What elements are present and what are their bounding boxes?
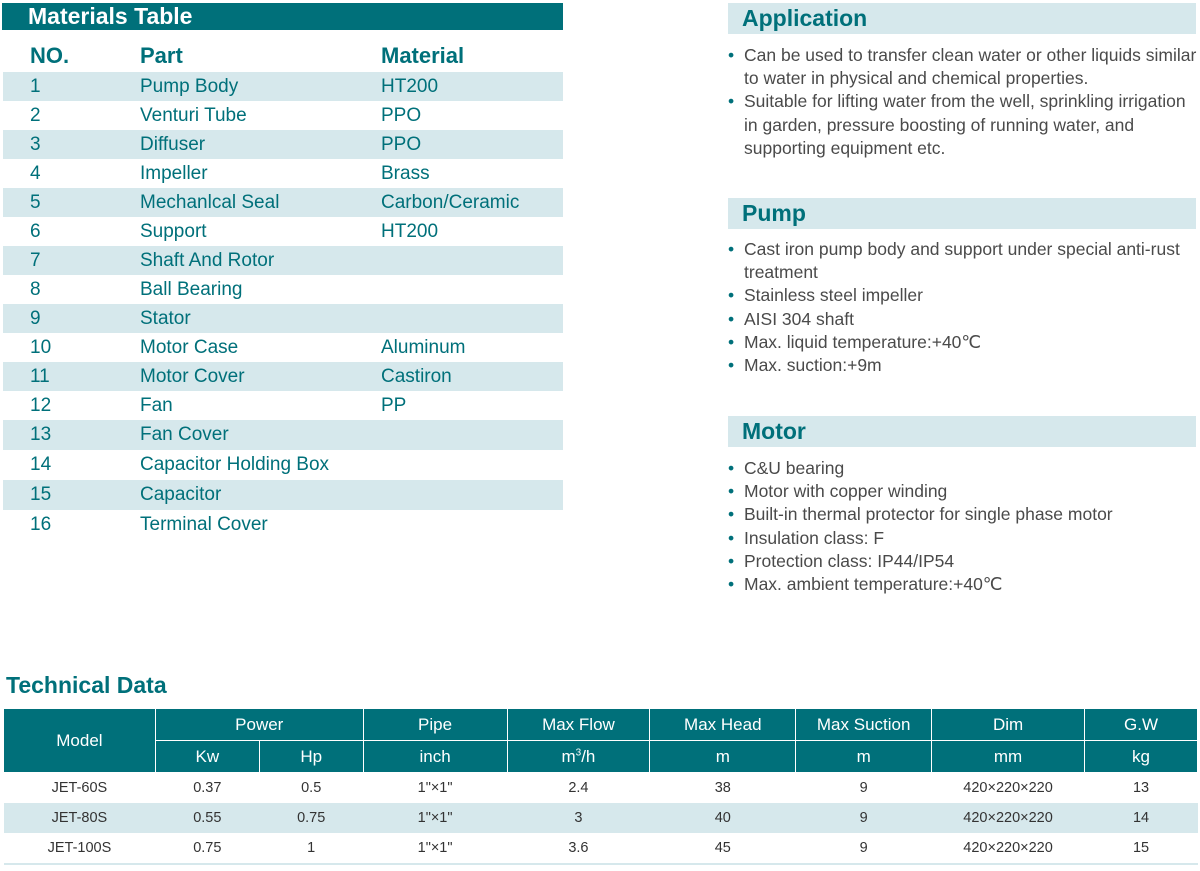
materials-row	[3, 391, 563, 420]
header-max-flow: Max Flow	[507, 709, 650, 741]
cell-kw: 0.75	[155, 833, 259, 864]
materials-cell-no: 16	[30, 514, 52, 535]
header-gw: G.W	[1085, 709, 1198, 741]
cell-kw: 0.55	[155, 803, 259, 833]
materials-cell-no: 10	[30, 337, 52, 358]
cell-pipe: 1"×1"	[417, 779, 453, 796]
cell-suction: 9	[859, 779, 868, 796]
materials-cell-no: 11	[30, 366, 50, 387]
column-header-no: NO.	[30, 43, 70, 68]
cell-flow: 2.4	[568, 779, 589, 796]
cell-kw: 0.37	[193, 779, 222, 796]
materials-cell-no: 6	[30, 221, 41, 242]
motor-feature-list	[728, 457, 1196, 596]
materials-row	[3, 246, 563, 275]
table-row	[4, 773, 1198, 803]
materials-cell-no: 8	[30, 279, 41, 300]
pump-bullet-item: • Cast iron pump body and support under special anti-rust treatment	[728, 238, 1196, 284]
cell-flow: 3	[507, 803, 650, 833]
materials-cell-part: Shaft And Rotor	[140, 250, 275, 271]
motor-bullet-item: • Protection class: IP44/IP54	[728, 550, 1196, 573]
cell-dim: 420×220×220	[932, 803, 1085, 833]
materials-cell-part: Pump Body	[140, 76, 239, 97]
materials-cell-material: HT200	[381, 221, 439, 242]
materials-cell-material: Castiron	[381, 366, 452, 387]
materials-cell-material: Brass	[381, 163, 430, 184]
cell-pipe: 1"×1"	[363, 833, 507, 864]
materials-cell-part: Diffuser	[140, 134, 206, 155]
cell-model: JET-60S	[51, 779, 108, 796]
materials-cell-part: Stator	[140, 308, 191, 329]
materials-row	[3, 333, 563, 362]
pump-bullet-item: • Max. suction:+9m	[728, 354, 1196, 377]
materials-table-body	[3, 72, 563, 540]
materials-cell-no: 2	[30, 105, 41, 126]
materials-cell-part: Venturi Tube	[140, 105, 247, 126]
table-row	[4, 803, 1198, 833]
application-bullet-item: • Suitable for lifting water from the well, sprinkling irrigation in garden, pressure boosting of running water, and supporting equipment etc.	[728, 90, 1200, 160]
table-row	[4, 833, 1198, 864]
materials-cell-material: HT200	[381, 76, 439, 97]
cell-hp: 0.5	[301, 779, 322, 796]
header-max-suction: Max Suction	[796, 709, 932, 741]
materials-row	[3, 188, 563, 217]
materials-cell-part: Ball Bearing	[140, 279, 243, 300]
cell-hp: 1	[259, 833, 363, 864]
motor-bullet-item: • C&U bearing	[728, 457, 1196, 480]
technical-data-table	[3, 708, 1198, 865]
header-power: Power	[155, 709, 363, 741]
materials-row	[3, 480, 563, 510]
unit-flow-base: m	[561, 746, 576, 766]
application-title: Application	[728, 3, 1196, 34]
header-model: Model	[4, 709, 156, 773]
materials-cell-part: Mechanlcal Seal	[140, 192, 280, 213]
materials-row	[3, 159, 563, 188]
pump-bullet-item: • Stainless steel impeller	[728, 284, 1196, 307]
cell-suction: 9	[796, 803, 932, 833]
unit-flow	[507, 741, 650, 773]
materials-cell-material: Carbon/Ceramic	[381, 192, 520, 213]
unit-flow-superscript: 3	[575, 746, 582, 758]
materials-row	[3, 130, 563, 159]
materials-cell-part: Impeller	[140, 163, 208, 184]
pump-title: Pump	[728, 198, 1196, 229]
materials-cell-no: 5	[30, 192, 41, 213]
cell-dim: 420×220×220	[932, 833, 1085, 864]
header-pipe: Pipe	[363, 709, 507, 741]
materials-cell-no: 15	[30, 484, 52, 505]
cell-pipe: 1"×1"	[363, 803, 507, 833]
technical-data-title: Technical Data	[6, 672, 167, 698]
materials-cell-part: Fan	[140, 395, 173, 416]
materials-cell-part: Motor Case	[140, 337, 239, 358]
cell-head: 40	[650, 803, 796, 833]
application-list	[728, 44, 1200, 160]
materials-row	[3, 275, 563, 304]
unit-pipe: inch	[363, 741, 507, 773]
header-dim: Dim	[932, 709, 1085, 741]
cell-gw: 15	[1085, 833, 1198, 864]
cell-model: JET-100S	[4, 833, 156, 864]
materials-cell-no: 14	[30, 454, 52, 475]
materials-cell-material: PPO	[381, 134, 422, 155]
column-header-part: Part	[140, 43, 183, 68]
materials-cell-no: 13	[30, 424, 52, 445]
materials-row	[3, 217, 563, 246]
motor-bullet-item: • Built-in thermal protector for single phase motor	[728, 503, 1196, 526]
cell-suction: 9	[796, 833, 932, 864]
motor-title: Motor	[728, 416, 1196, 447]
cell-hp: 0.75	[259, 803, 363, 833]
unit-kw: Kw	[155, 741, 259, 773]
materials-row	[3, 101, 563, 130]
motor-bullet-item: • Max. ambient temperature:+40℃	[728, 573, 1196, 596]
materials-cell-no: 12	[30, 395, 52, 416]
materials-row	[3, 362, 563, 391]
cell-gw: 14	[1085, 803, 1198, 833]
materials-cell-no: 1	[30, 76, 41, 97]
materials-cell-no: 3	[30, 134, 41, 155]
materials-cell-material: Aluminum	[381, 337, 466, 358]
materials-cell-part: Terminal Cover	[140, 514, 268, 535]
materials-table-title: Materials Table	[2, 3, 563, 30]
materials-cell-part: Capacitor Holding Box	[140, 454, 330, 475]
materials-row	[3, 72, 563, 101]
column-header-material: Material	[381, 43, 465, 68]
unit-gw: kg	[1085, 741, 1198, 773]
unit-flow-tail: /h	[581, 746, 596, 766]
materials-row	[3, 304, 563, 333]
materials-cell-part: Capacitor	[140, 484, 222, 505]
cell-head: 45	[650, 833, 796, 864]
materials-row	[3, 450, 563, 480]
pump-feature-list	[728, 238, 1196, 377]
motor-bullet-item: • Motor with copper winding	[728, 480, 1196, 503]
cell-model: JET-80S	[4, 803, 156, 833]
cell-head: 38	[714, 779, 731, 796]
materials-cell-no: 9	[30, 308, 41, 329]
materials-table-header	[0, 42, 563, 70]
header-max-head: Max Head	[650, 709, 796, 741]
unit-hp: Hp	[259, 741, 363, 773]
pump-bullet-item: • AISI 304 shaft	[728, 308, 1196, 331]
cell-gw: 13	[1132, 779, 1150, 796]
unit-dim: mm	[932, 741, 1085, 773]
materials-row	[3, 420, 563, 450]
materials-cell-part: Motor Cover	[140, 366, 245, 387]
materials-cell-part: Fan Cover	[140, 424, 229, 445]
pump-bullet-item: • Max. liquid temperature:+40℃	[728, 331, 1196, 354]
cell-flow: 3.6	[507, 833, 650, 864]
materials-cell-material: PP	[381, 395, 407, 416]
materials-cell-material: PPO	[381, 105, 422, 126]
materials-cell-part: Support	[140, 221, 207, 242]
materials-cell-no: 4	[30, 163, 41, 184]
application-bullet-item: • Can be used to transfer clean water or other liquids similar to water in physical and chemical properties.	[728, 44, 1200, 90]
motor-bullet-item: • Insulation class: F	[728, 527, 1196, 550]
unit-head: m	[650, 741, 796, 773]
materials-cell-no: 7	[30, 250, 41, 271]
cell-dim: 420×220×220	[963, 779, 1053, 796]
technical-data-body	[4, 773, 1198, 864]
materials-row	[3, 510, 563, 540]
unit-suction: m	[796, 741, 932, 773]
